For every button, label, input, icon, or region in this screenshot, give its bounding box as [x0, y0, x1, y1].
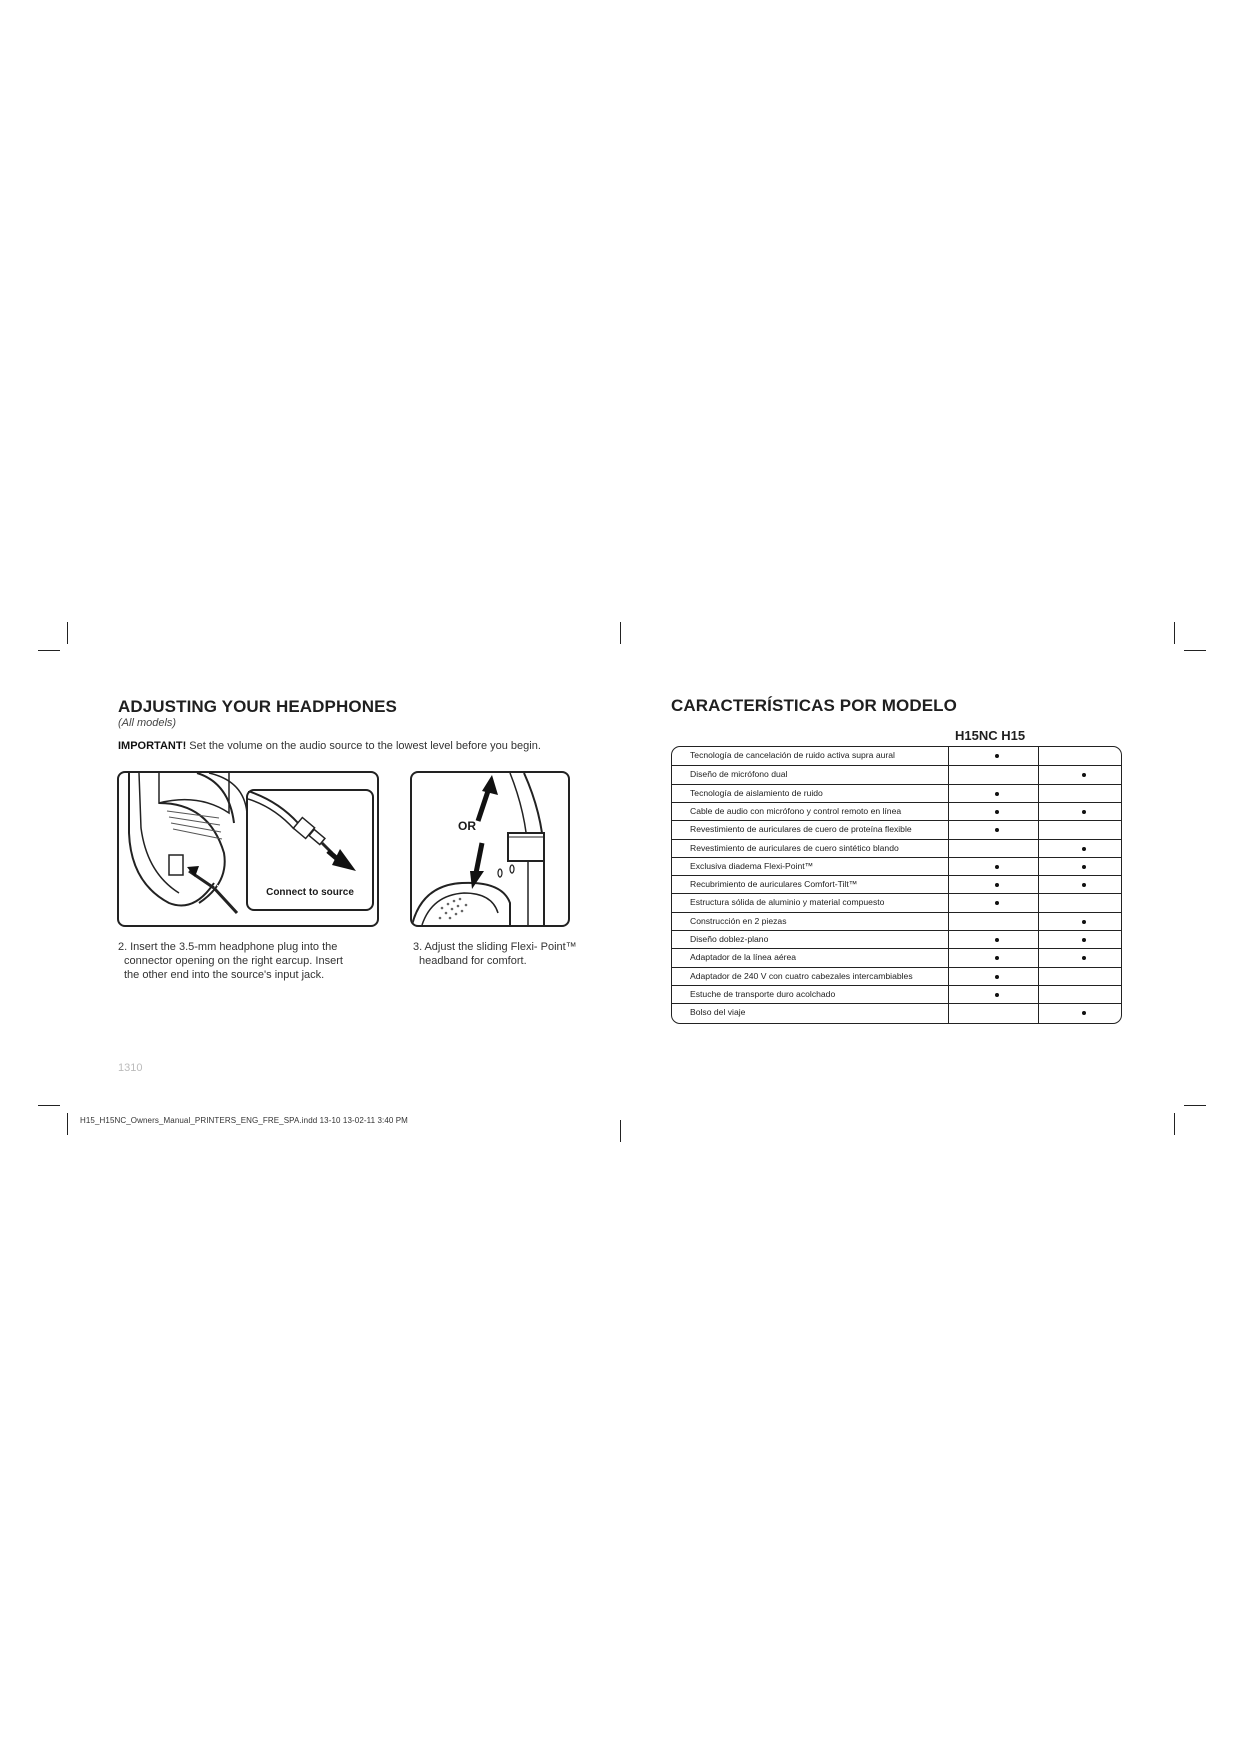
features-title: CARACTERÍSTICAS POR MODELO — [671, 696, 957, 715]
file-slug: H15_H15NC_Owners_Manual_PRINTERS_ENG_FRE_SPA.indd 13-10 13-02-11 3:40 PM — [80, 1116, 408, 1125]
h15nc-bullet — [995, 993, 999, 997]
feature-row — [672, 765, 1121, 783]
crop-mark — [1184, 650, 1206, 651]
feature-label: Revestimiento de auriculares de cuero de proteína flexible — [690, 824, 912, 835]
h15nc-bullet — [995, 883, 999, 887]
page-title: ADJUSTING YOUR HEADPHONES — [118, 697, 397, 716]
feature-row — [672, 839, 1121, 857]
step-number: 3. — [413, 941, 423, 953]
page-subtitle: (All models) — [118, 717, 177, 729]
step-line: connector opening on the right earcup. Insert — [124, 955, 343, 967]
feature-row — [672, 985, 1121, 1003]
feature-row — [672, 875, 1121, 893]
h15nc-bullet — [995, 938, 999, 942]
crop-mark — [67, 1113, 68, 1135]
feature-label: Bolso del viaje — [690, 1007, 746, 1018]
h15nc-bullet — [995, 975, 999, 979]
feature-row — [672, 784, 1121, 802]
crop-mark — [67, 622, 68, 644]
callout-box — [246, 789, 374, 911]
feature-row — [672, 948, 1121, 966]
feature-label: Tecnología de aislamiento de ruido — [690, 787, 823, 798]
crop-mark — [1174, 1113, 1175, 1135]
feature-row — [672, 747, 1121, 765]
h15-bullet — [1082, 810, 1086, 814]
connect-to-source-label: Connect to source — [266, 887, 354, 898]
feature-label: Tecnología de cancelación de ruido activa supra aural — [690, 750, 895, 760]
feature-label: Adaptador de 240 V con cuatro cabezales intercambiables — [690, 970, 913, 981]
or-label: OR — [458, 819, 476, 833]
feature-label: Diseño doblez-plano — [690, 934, 769, 944]
h15-bullet — [1082, 773, 1086, 777]
h15-bullet — [1082, 938, 1086, 942]
h15-bullet — [1082, 883, 1086, 887]
step-3 — [413, 940, 613, 968]
feature-label: Adaptador de la línea aérea — [690, 952, 797, 963]
feature-label: Recubrimiento de auriculares Comfort-Tilt™ — [690, 879, 858, 890]
step-line: headband for comfort. — [419, 955, 527, 967]
feature-label: Estructura sólida de aluminio y material compuesto — [690, 897, 885, 908]
features-table — [671, 746, 1122, 1024]
headband-slide-illustration — [412, 773, 568, 925]
crop-mark — [620, 622, 621, 644]
step-number: 2. — [118, 941, 128, 953]
feature-label: Diseño de micrófono dual — [690, 769, 788, 780]
feature-row — [672, 967, 1121, 985]
feature-label: Estuche de transporte duro acolchado — [690, 988, 836, 999]
headband-illustration — [410, 771, 570, 927]
h15-bullet — [1082, 865, 1086, 869]
important-note — [118, 740, 541, 752]
feature-row — [672, 802, 1121, 820]
feature-label: Exclusiva diadema Flexi-Point™ — [690, 860, 814, 871]
h15nc-bullet — [995, 828, 999, 832]
feature-row — [672, 930, 1121, 948]
h15-bullet — [1082, 920, 1086, 924]
feature-row — [672, 912, 1121, 930]
h15nc-bullet — [995, 901, 999, 905]
h15-bullet — [1082, 956, 1086, 960]
important-label: IMPORTANT! — [118, 740, 187, 752]
crop-mark — [1184, 1105, 1206, 1106]
h15-bullet — [1082, 847, 1086, 851]
h15nc-bullet — [995, 792, 999, 796]
crop-mark — [620, 1120, 621, 1142]
h15nc-bullet — [995, 865, 999, 869]
step-line: Insert the 3.5-mm headphone plug into the — [130, 941, 338, 953]
h15-bullet — [1082, 1011, 1086, 1015]
h15nc-bullet — [995, 956, 999, 960]
crop-mark — [1174, 622, 1175, 644]
h15nc-bullet — [995, 810, 999, 814]
crop-mark — [38, 650, 60, 651]
feature-label: Cable de audio con micrófono y control remoto en línea — [690, 805, 902, 816]
feature-label: Revestimiento de auriculares de cuero sintético blando — [690, 842, 899, 853]
model-column-header: H15NC H15 — [955, 728, 1026, 743]
important-text: Set the volume on the audio source to the lowest level before you begin. — [186, 740, 541, 752]
feature-row — [672, 893, 1121, 911]
connect-illustration — [117, 771, 379, 927]
step-line: the other end into the source's input jack. — [124, 969, 325, 981]
feature-row — [672, 1003, 1121, 1021]
feature-label: Construcción en 2 piezas — [690, 915, 787, 926]
feature-row — [672, 820, 1121, 838]
h15nc-bullet — [995, 754, 999, 758]
feature-row — [672, 857, 1121, 875]
step-line: Adjust the sliding Flexi- Point™ — [424, 941, 577, 953]
crop-mark — [38, 1105, 60, 1106]
step-2 — [118, 940, 358, 982]
page-number: 1310 — [118, 1062, 143, 1074]
